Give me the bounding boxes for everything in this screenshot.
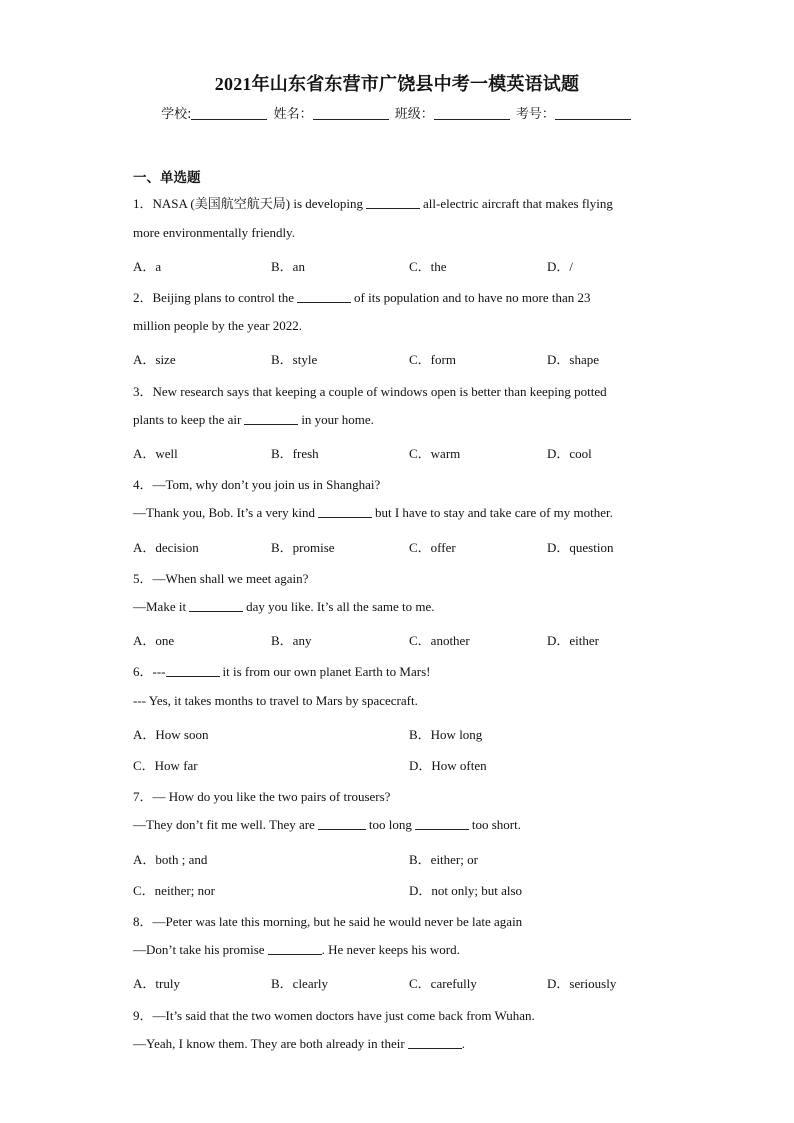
- question-text: day you like. It’s all the same to me.: [246, 599, 435, 614]
- q1-option-c[interactable]: C．the: [409, 259, 447, 274]
- q1-option-a[interactable]: A．a: [133, 259, 162, 274]
- q7-option-c[interactable]: C．neither; nor: [133, 883, 215, 898]
- question-text: —They don’t fit me well. They are: [133, 817, 315, 832]
- school-blank[interactable]: [191, 106, 267, 120]
- question-text: —Don’t take his promise: [133, 942, 265, 957]
- question-3-line-2: [133, 412, 374, 428]
- question-text: --- Yes, it takes months to travel to Mars by spacecraft.: [133, 693, 418, 708]
- q5-option-c[interactable]: C．another: [409, 633, 470, 648]
- question-text: —Thank you, Bob. It’s a very kind: [133, 505, 315, 520]
- q5-option-b[interactable]: B．any: [271, 633, 312, 648]
- question-text: of its population and to have no more than 23: [354, 290, 591, 305]
- question-text: . He never keeps his word.: [321, 942, 460, 957]
- page-title: 2021年山东省东营市广饶县中考一模英语试题: [214, 74, 580, 94]
- q3-option-d[interactable]: D．cool: [547, 446, 592, 461]
- answer-blank[interactable]: [244, 412, 298, 425]
- question-text: 6．---: [133, 664, 166, 679]
- question-6-line-2: [133, 693, 418, 709]
- question-text: plants to keep the air: [133, 412, 242, 427]
- question-9-line-1: [133, 1005, 535, 1024]
- number-blank[interactable]: [555, 106, 631, 120]
- q2-option-d[interactable]: D．shape: [547, 352, 599, 367]
- answer-blank[interactable]: [415, 817, 469, 830]
- q6-option-b[interactable]: B．How long: [409, 727, 483, 742]
- question-text: all-electric aircraft that makes flying: [423, 196, 613, 211]
- question-text: 5．—When shall we meet again?: [133, 571, 309, 586]
- question-4-line-1: [133, 474, 380, 493]
- question-text: more environmentally friendly.: [133, 225, 295, 240]
- question-3-line-1: [133, 381, 607, 400]
- q2-option-c[interactable]: C．form: [409, 352, 456, 367]
- question-text: 9．—It’s said that the two women doctors have just come back from Wuhan.: [133, 1008, 535, 1023]
- question-text: —Yeah, I know them. They are both already in their: [133, 1036, 405, 1051]
- answer-blank[interactable]: [318, 817, 366, 830]
- q6-option-a[interactable]: A．How soon: [133, 727, 209, 742]
- q3-option-c[interactable]: C．warm: [409, 446, 461, 461]
- question-7-line-2: [133, 817, 521, 833]
- question-text: 1．NASA (美国航空航天局) is developing: [133, 196, 364, 211]
- question-9-line-2: [133, 1036, 465, 1052]
- question-4-line-2: [133, 505, 613, 521]
- q5-option-a[interactable]: A．one: [133, 633, 175, 648]
- answer-blank[interactable]: [408, 1036, 462, 1049]
- q8-option-d[interactable]: D．seriously: [547, 976, 617, 991]
- answer-blank[interactable]: [318, 505, 372, 518]
- question-8-line-2: [133, 942, 460, 958]
- question-text: 3．New research says that keeping a couple of windows open is better than keeping potted: [133, 384, 607, 399]
- q4-option-d[interactable]: D．question: [547, 540, 614, 555]
- question-2-line-2: [133, 318, 302, 334]
- question-1-line-1: [133, 193, 613, 212]
- answer-blank[interactable]: [166, 664, 220, 677]
- school-label: 学校:: [161, 107, 192, 122]
- number-label: 考号：: [515, 107, 555, 122]
- question-1-line-2: [133, 225, 295, 241]
- q7-option-a[interactable]: A．both ; and: [133, 852, 208, 867]
- question-text: 4．—Tom, why don’t you join us in Shanghai?: [133, 477, 381, 492]
- q3-option-b[interactable]: B．fresh: [271, 446, 319, 461]
- answer-blank[interactable]: [268, 942, 322, 955]
- q8-option-b[interactable]: B．clearly: [271, 976, 329, 991]
- question-8-line-1: [133, 911, 522, 930]
- q8-option-c[interactable]: C．carefully: [409, 976, 477, 991]
- q6-option-d[interactable]: D．How often: [409, 758, 487, 773]
- q4-option-b[interactable]: B．promise: [271, 540, 335, 555]
- question-text: it is from our own planet Earth to Mars!: [222, 664, 431, 679]
- q7-option-b[interactable]: B．either; or: [409, 852, 478, 867]
- question-text: 2．Beijing plans to control the: [133, 290, 295, 305]
- q2-option-b[interactable]: B．style: [271, 352, 318, 367]
- question-7-line-1: [133, 786, 390, 805]
- question-text: 8．—Peter was late this morning, but he said he would never be late again: [133, 914, 523, 929]
- q5-option-d[interactable]: D．either: [547, 633, 599, 648]
- question-text: —Make it: [133, 599, 187, 614]
- q8-option-a[interactable]: A．truly: [133, 976, 180, 991]
- q3-option-a[interactable]: A．well: [133, 446, 178, 461]
- class-blank[interactable]: [434, 106, 510, 120]
- name-label: 姓名：: [273, 107, 313, 122]
- question-text: but I have to stay and take care of my mother.: [374, 505, 613, 520]
- q7-option-d[interactable]: D．not only; but also: [409, 883, 523, 898]
- answer-blank[interactable]: [189, 599, 243, 612]
- question-5-line-1: [133, 568, 308, 587]
- answer-blank[interactable]: [297, 290, 351, 303]
- section-heading: 一、单选题: [133, 170, 201, 186]
- question-6-line-1: [133, 661, 430, 680]
- q4-option-c[interactable]: C．offer: [409, 540, 456, 555]
- student-info-line: [0, 103, 794, 122]
- question-5-line-2: [133, 599, 435, 615]
- q1-option-b[interactable]: B．an: [271, 259, 305, 274]
- question-text: 7．— How do you like the two pairs of trousers?: [133, 789, 391, 804]
- question-2-line-1: [133, 287, 591, 306]
- question-text: million people by the year 2022.: [133, 318, 302, 333]
- name-blank[interactable]: [313, 106, 389, 120]
- answer-blank[interactable]: [366, 196, 420, 209]
- q6-option-c[interactable]: C．How far: [133, 758, 198, 773]
- question-text: too long: [368, 817, 412, 832]
- question-text: in your home.: [301, 412, 374, 427]
- question-text: too short.: [471, 817, 521, 832]
- q2-option-a[interactable]: A．size: [133, 352, 176, 367]
- question-text: .: [461, 1036, 465, 1051]
- q4-option-a[interactable]: A．decision: [133, 540, 199, 555]
- class-label: 班级：: [394, 107, 434, 122]
- q1-option-d[interactable]: D．/: [547, 259, 574, 274]
